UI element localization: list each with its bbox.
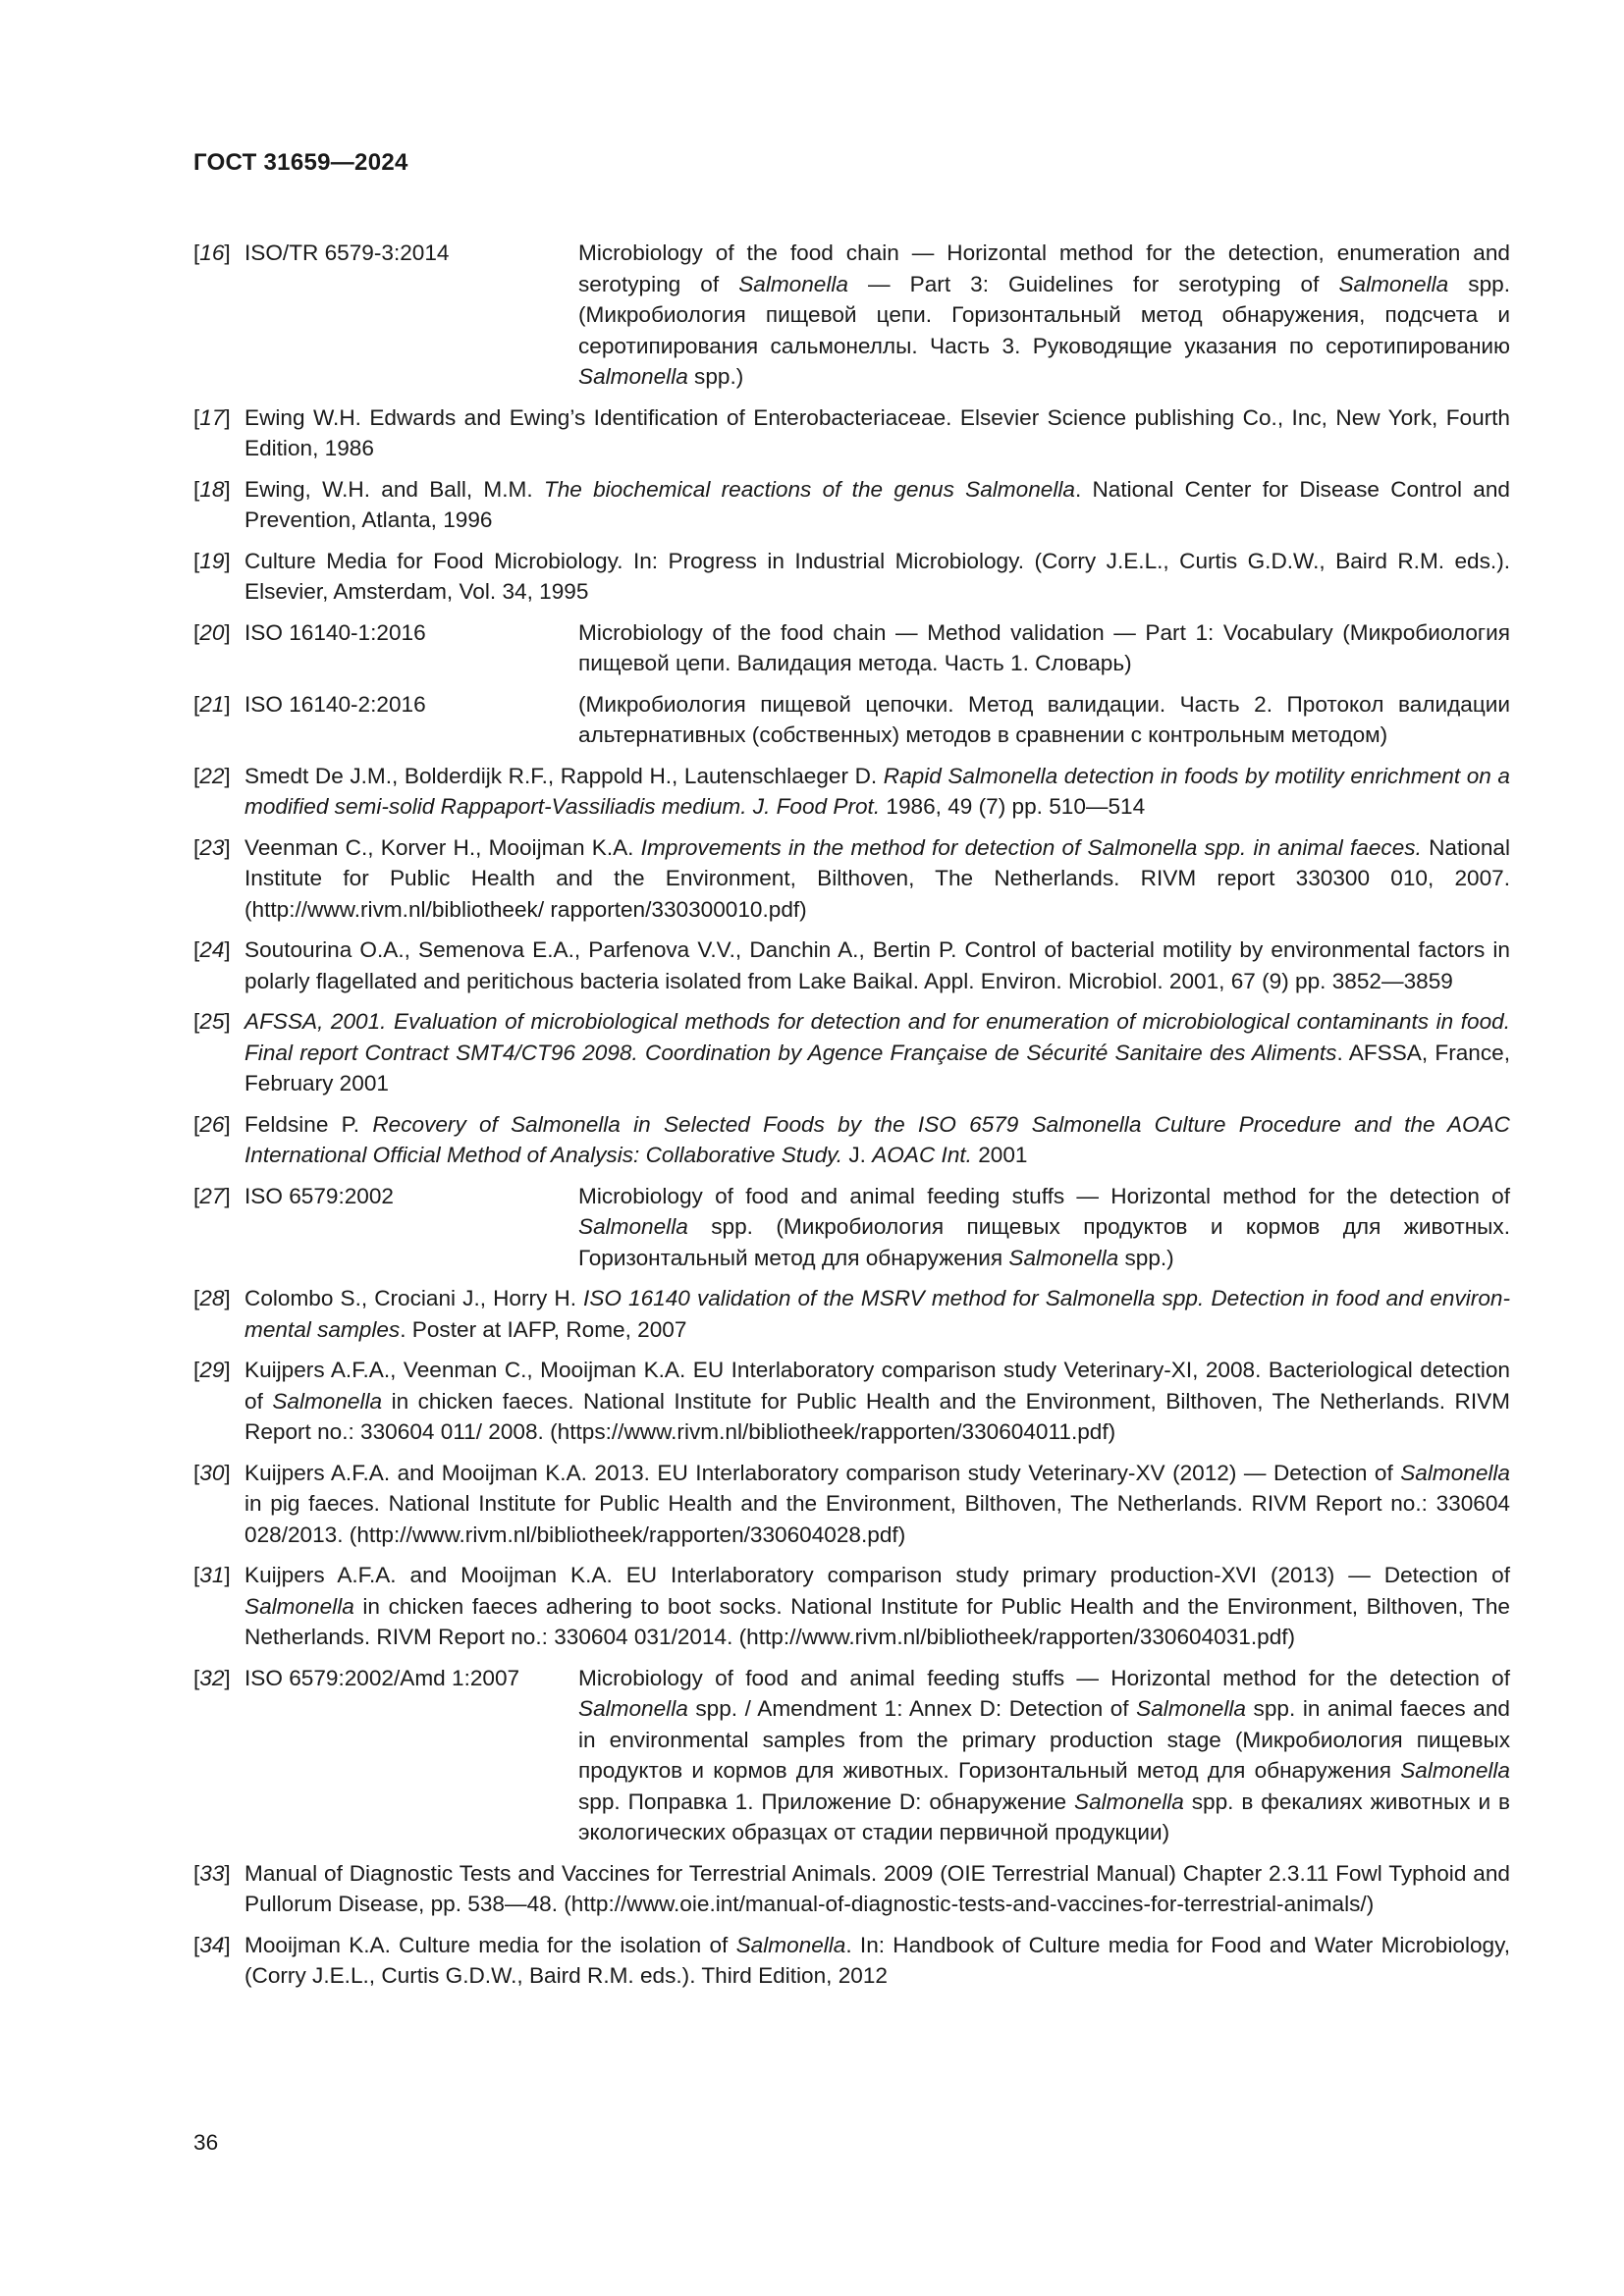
reference-text: [244, 1358, 1510, 1444]
reference-text-segment: spp.): [687, 364, 744, 389]
reference-number-value: 32: [199, 1665, 225, 1690]
reference-number-value: 22: [199, 763, 225, 788]
reference-number-value: 27: [199, 1183, 225, 1208]
reference-text: [578, 1181, 1510, 1274]
reference-text-segment: (Микробиология пищевой цепочки. Метод валидации. Часть 2. Протокол валидации альтернативных (собственных) методов в сравнении с контрольным методом): [578, 691, 1510, 747]
reference-text-italic: Improvements in the method for detection of Salmonella spp. in animal faeces.: [640, 834, 1422, 860]
reference-number: [28]: [193, 1286, 231, 1310]
reference-text-italic: Salmonella: [1008, 1245, 1119, 1270]
reference-standard-code: ISO 6579:2002: [244, 1183, 395, 1208]
reference-entry: [193, 1006, 1510, 1099]
reference-text-segment: Microbiology of food and animal feeding stuffs — Horizontal method for the detection of: [578, 1665, 1510, 1690]
reference-entry: [193, 1663, 1510, 1848]
reference-text: [244, 549, 1510, 605]
page-number: 36: [193, 2130, 219, 2155]
reference-text-segment: spp. в фекалиях животных и в экологических образцах от стадии первичной продукции): [578, 1789, 1510, 1844]
reference-text-segment: spp. Поправка 1. Приложение D: обнаружение: [578, 1789, 1075, 1814]
reference-text: [244, 477, 1510, 533]
bibliography-list: [193, 238, 1510, 2002]
reference-text: [244, 1861, 1510, 1917]
reference-number-value: 19: [199, 548, 225, 573]
reference-standard-code: ISO 6579:2002/Amd 1:2007: [244, 1665, 520, 1690]
reference-text: [244, 937, 1510, 993]
reference-number-value: 23: [199, 834, 225, 860]
reference-number-value: 21: [199, 691, 225, 717]
reference-text-segment: in chicken faeces. National Institute for Public Health and the Environment, Bilthoven, The Netherlands. RIVM Report no.: 330604 011/ 2008. (https://www.rivm.nl/bibliotheek/rapporten/330604011.pdf): [244, 1388, 1511, 1444]
reference-number: [30]: [193, 1460, 231, 1485]
reference-text: [578, 617, 1510, 679]
reference-number-value: 30: [199, 1460, 225, 1485]
reference-text: [244, 1286, 1510, 1342]
reference-text-segment: National Institute for Public Health and the Environment, Bilthoven, The Netherlands. RIVM report 330300 010, 2007. (http://www.rivm.nl/bibliotheek/ rapporten/330300010.pdf): [244, 834, 1510, 922]
reference-text-segment: Colombo S., Crociani J., Horry H.: [244, 1286, 584, 1310]
reference-text: [578, 689, 1510, 751]
reference-text-segment: spp. (Микробиология пищевых продуктов и кормов для животных. Горизонтальный метод для обнаружения: [578, 1214, 1510, 1270]
reference-text-segment: in chicken faeces adhering to boot socks. National Institute for Public Health and the Environment, Bilthoven, The Netherlands. RIVM Report no.: 330604 031/2014. (http://www.rivm.nl/bibliotheek/rapporten/330604031.pdf): [244, 1593, 1510, 1649]
reference-text-segment: Smedt De J.M., Bolderdijk R.F., Rappold H., Lautenschlaeger D.: [244, 763, 884, 788]
reference-number-value: 20: [199, 619, 225, 645]
reference-text-segment: spp. (Микробиология пищевой цепи. Горизонтальный метод обнаружения, подсчета и серотипирования сальмонеллы. Часть 3. Руководящие указания по серотипированию: [578, 271, 1510, 358]
reference-text-segment: Microbiology of the food chain — Method validation — Part 1: Vocabulary (Микробиология пищевой цепи. Валидация метода. Часть 1. Словарь): [578, 619, 1510, 675]
reference-entry: [193, 1283, 1510, 1345]
reference-text-italic: Salmonella: [738, 271, 848, 296]
reference-number: [17]: [193, 404, 231, 430]
reference-text-italic: Salmonella: [578, 364, 688, 389]
reference-text-italic: Rapid Salmonella detection in foods by motility enrichment on a modified semi-solid Rappaport-Vassiliadis medium. J. Food Prot.: [244, 763, 1510, 819]
reference-text-italic: Salmonella: [244, 1593, 354, 1619]
reference-entry: [193, 402, 1510, 464]
reference-number-value: 17: [199, 404, 225, 430]
reference-entry: [193, 1930, 1510, 1992]
reference-entry: [193, 1560, 1510, 1653]
reference-text: [244, 1933, 1510, 1989]
reference-number-value: 26: [199, 1111, 225, 1137]
reference-entry: [193, 1858, 1510, 1920]
reference-text: [578, 238, 1510, 393]
reference-number: [34]: [193, 1932, 231, 1957]
reference-text-segment: Kuijpers A.F.A., Veenman C., Mooijman K.A. EU Interlaboratory comparison study Veterinary-XI, 2008. Bacteriological detection of: [244, 1358, 1510, 1414]
reference-text-segment: spp.): [1118, 1245, 1174, 1270]
reference-text: [244, 405, 1510, 461]
reference-text-segment: Feldsine P.: [244, 1111, 373, 1137]
reference-text-segment: J.: [842, 1143, 873, 1167]
reference-text-italic: Salmonella: [735, 1932, 846, 1957]
reference-entry: [193, 1181, 1510, 1274]
reference-entry: [193, 761, 1510, 823]
reference-text-segment: Manual of Diagnostic Tests and Vaccines for Terrestrial Animals. 2009 (OIE Terrestrial Manual) Chapter 2.3.11 Fowl Typhoid and Pullorum Disease, pp. 538—48. (http://www.oie.int/manual-of-diagnostic-tests-and-vaccines-for-terrestrial-animals/): [244, 1860, 1510, 1916]
reference-entry: [193, 1355, 1510, 1448]
reference-number-value: 16: [199, 240, 225, 265]
reference-text-segment: Culture Media for Food Microbiology. In: Progress in Industrial Microbiology. (Corry J.E.L., Curtis G.D.W., Baird R.M. eds.). Elsevier, Amsterdam, Vol. 34, 1995: [244, 548, 1510, 604]
reference-number: [33]: [193, 1860, 231, 1886]
reference-number-value: 33: [199, 1860, 225, 1886]
reference-standard-code: ISO 16140-2:2016: [244, 691, 426, 717]
reference-text-segment: Ewing W.H. Edwards and Ewing’s Identification of Enterobacteriaceae. Elsevier Science publishing Co., Inc, New York, Fourth Edition, 1986: [244, 404, 1510, 460]
reference-text-segment: . In: Handbook of Culture media for Food and Water Microbiology, (Corry J.E.L., Curtis G.D.W., Baird R.M. eds.). Third Edition, 2012: [244, 1932, 1510, 1988]
reference-text-segment: . AFSSA, France, February 2001: [244, 1040, 1510, 1095]
reference-text-italic: Salmonella: [1338, 271, 1449, 296]
reference-text-italic: Salmonella: [1074, 1789, 1184, 1814]
reference-text-italic: Salmonella: [1400, 1460, 1510, 1485]
reference-text-segment: — Part 3: Guidelines for serotyping of: [847, 271, 1339, 296]
reference-text-segment: 2001: [971, 1143, 1028, 1167]
reference-number: [29]: [193, 1358, 231, 1382]
reference-number: [26]: [193, 1111, 231, 1137]
reference-text-italic: Salmonella: [272, 1388, 383, 1414]
reference-text-italic: AFSSA, 2001. Evaluation of microbiological methods for detection and for enumeration of microbiological contaminants in food. Final report Contract SMT4/CT96 2098. Coordination by Agence Française de Sécurité Sanitaire des Aliments: [244, 1009, 1510, 1065]
reference-text: [578, 1663, 1510, 1848]
reference-number: [23]: [193, 834, 231, 860]
reference-number: [32]: [193, 1665, 231, 1690]
reference-number: [20]: [193, 619, 231, 645]
reference-text: [244, 1461, 1510, 1547]
reference-text-segment: Kuijpers A.F.A. and Mooijman K.A. EU Interlaboratory comparison study primary production-XVI (2013) — Detection of: [244, 1563, 1510, 1587]
reference-entry: [193, 474, 1510, 536]
reference-entry: [193, 689, 1510, 751]
reference-text-segment: Soutourina O.A., Semenova E.A., Parfenova V.V., Danchin A., Bertin P. Control of bacterial motility by environmental factors in polarly flagellated and peritichous bacteria isolated from Lake Baikal. Appl. Environ. Microbiol. 2001, 67 (9) pp. 3852—3859: [244, 937, 1510, 993]
reference-number-value: 24: [199, 937, 225, 962]
reference-text-segment: Microbiology of the food chain — Horizontal method for the detection, enumeration and serotyping of: [578, 240, 1510, 296]
reference-number-value: 25: [199, 1009, 225, 1034]
reference-text-segment: 1986, 49 (7) pp. 510—514: [880, 794, 1146, 819]
reference-text-italic: Salmonella: [1136, 1696, 1246, 1721]
reference-entry: [193, 546, 1510, 608]
reference-entry: [193, 1109, 1510, 1171]
reference-text: [244, 835, 1510, 922]
reference-text-segment: Mooijman K.A. Culture media for the isolation of: [244, 1932, 736, 1957]
reference-entry: [193, 934, 1510, 996]
reference-text-italic: AOAC Int.: [872, 1143, 972, 1167]
reference-text-segment: spp. in animal faeces and in environmental samples from the primary production stage (Микробиология пищевых продуктов и кормов для животных. Горизонтальный метод для обнаружения: [578, 1696, 1511, 1783]
reference-entry: [193, 617, 1510, 679]
reference-text: [244, 1009, 1510, 1095]
reference-text-italic: Salmonella: [578, 1214, 688, 1239]
reference-entry: [193, 238, 1510, 393]
reference-number-value: 18: [199, 476, 225, 502]
reference-standard-code: ISO 16140-1:2016: [244, 619, 426, 645]
document-header: ГОСТ 31659—2024: [193, 149, 408, 176]
reference-text-segment: Veenman C., Korver H., Mooijman K.A.: [244, 834, 641, 860]
reference-text-italic: Salmonella: [578, 1696, 688, 1721]
reference-text-segment: . National Center for Disease Control and Prevention, Atlanta, 1996: [244, 476, 1510, 532]
reference-number-value: 28: [199, 1286, 225, 1310]
reference-text-segment: spp. / Amendment 1: Annex D: Detection of: [687, 1696, 1137, 1721]
reference-number: [19]: [193, 548, 231, 573]
reference-text: [244, 1112, 1510, 1168]
reference-text-italic: The biochemical reactions of the genus Salmonella: [543, 476, 1075, 502]
reference-number-value: 31: [199, 1563, 225, 1587]
reference-text-italic: Salmonella: [1400, 1758, 1510, 1783]
reference-number: [21]: [193, 691, 231, 717]
reference-number: [22]: [193, 763, 231, 788]
reference-text-segment: Ewing, W.H. and Ball, M.M.: [244, 476, 544, 502]
reference-text-segment: in pig faeces. National Institute for Public Health and the Environment, Bilthoven, The Netherlands. RIVM Report no.: 330604 028/2013. (http://www.rivm.nl/bibliotheek/rapporten/330604028.pdf): [244, 1491, 1510, 1547]
reference-text: [244, 1563, 1510, 1649]
reference-entry: [193, 832, 1510, 926]
reference-text-segment: . Poster at IAFP, Rome, 2007: [400, 1316, 687, 1342]
reference-number: [16]: [193, 240, 231, 265]
reference-standard-code: ISO/TR 6579-3:2014: [244, 240, 450, 265]
reference-text-italic: ISO 16140 validation of the MSRV method for Salmonella spp. Detection in food and environ-mental samples: [244, 1286, 1510, 1342]
reference-text-segment: Microbiology of food and animal feeding stuffs — Horizontal method for the detection of: [578, 1183, 1510, 1208]
reference-text: [244, 764, 1510, 820]
reference-number: [27]: [193, 1183, 231, 1208]
reference-number: [18]: [193, 476, 231, 502]
reference-number-value: 34: [199, 1932, 225, 1957]
reference-text-segment: Kuijpers A.F.A. and Mooijman K.A. 2013. EU Interlaboratory comparison study Veterinary-XV (2012) — Detection of: [244, 1460, 1401, 1485]
reference-number: [31]: [193, 1563, 231, 1587]
reference-number: [24]: [193, 937, 231, 962]
reference-text-italic: Recovery of Salmonella in Selected Foods by the ISO 6579 Salmonella Culture Procedure and the AOAC International Official Method of Analysis: Collaborative Study.: [244, 1111, 1510, 1167]
reference-number-value: 29: [199, 1358, 225, 1382]
reference-entry: [193, 1458, 1510, 1551]
reference-number: [25]: [193, 1009, 231, 1034]
